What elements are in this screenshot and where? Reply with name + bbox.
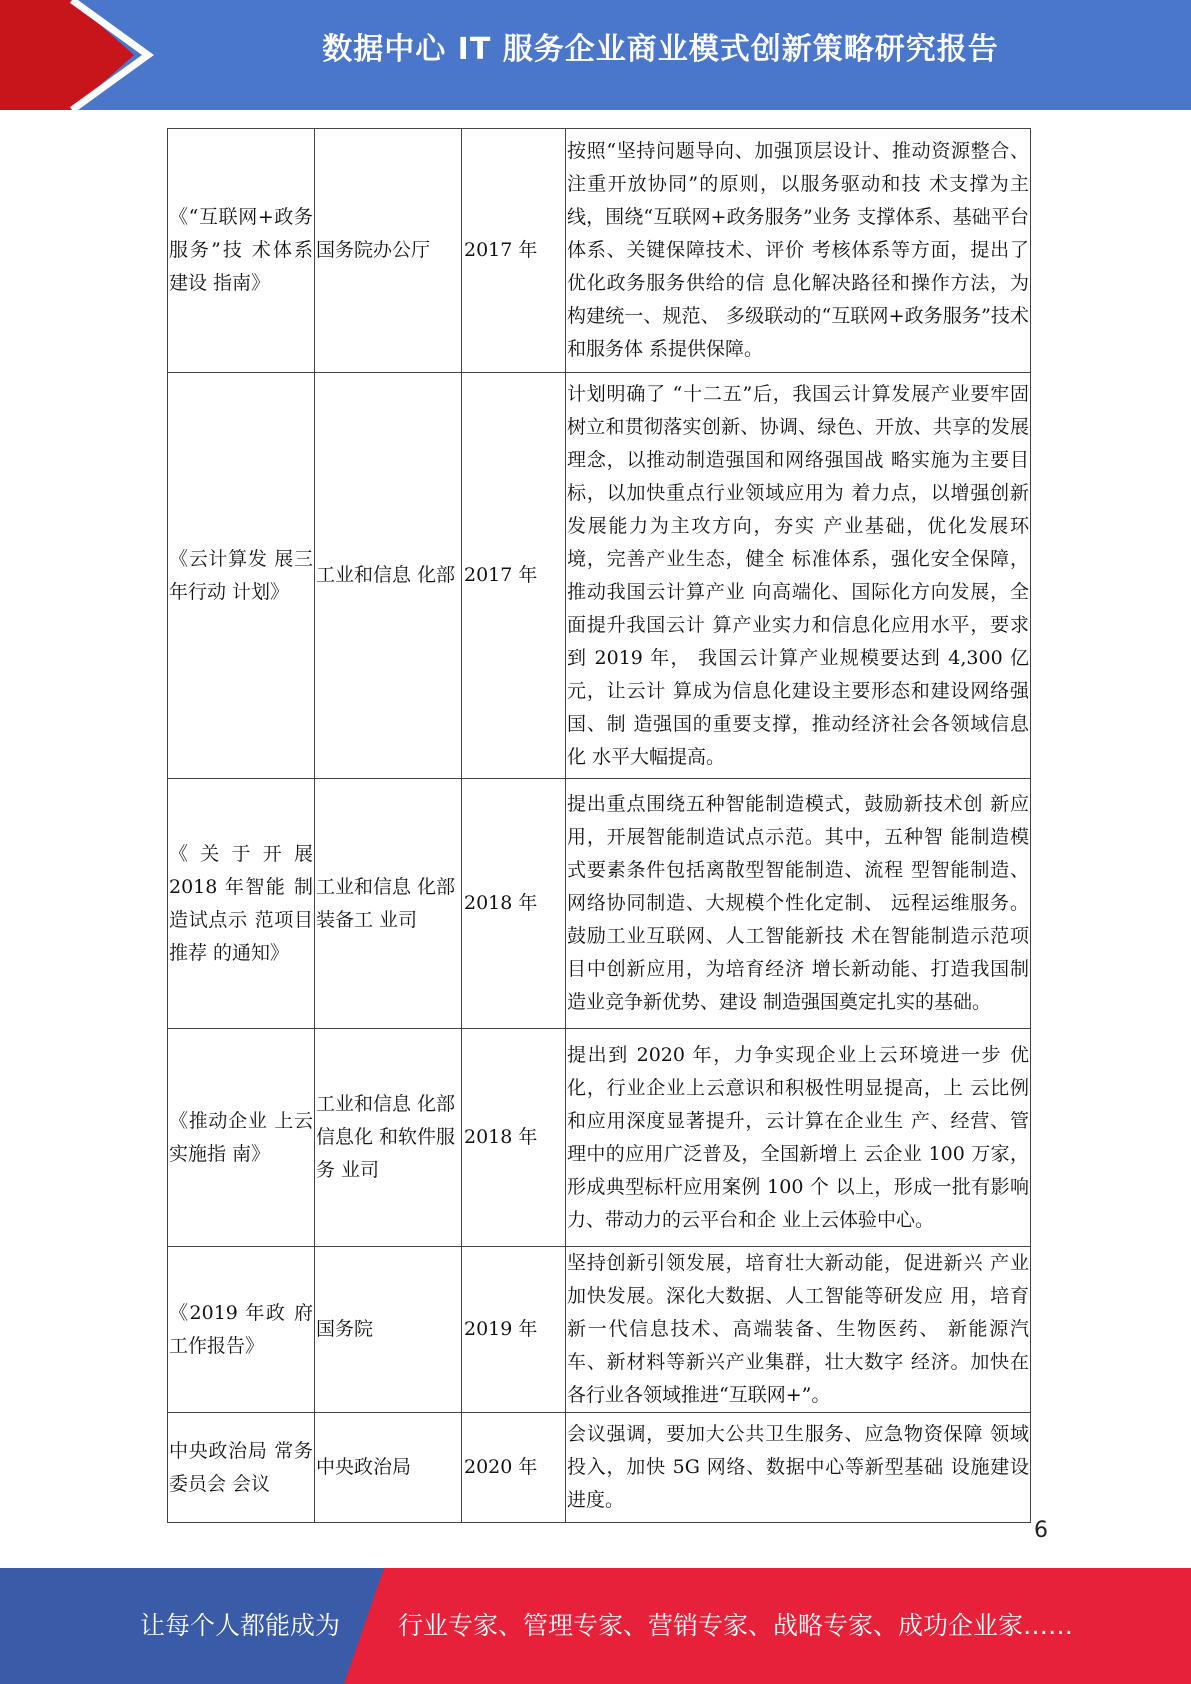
policy-name-cell: 《推动企业 上云实施指 南》	[168, 1029, 315, 1247]
year-cell: 2017 年	[462, 373, 566, 779]
policy-name-cell: 《云计算发 展三年行动 计划》	[168, 373, 315, 779]
year-cell: 2017 年	[462, 129, 566, 373]
year-cell: 2018 年	[462, 1029, 566, 1247]
page-header	[0, 0, 1191, 110]
year-cell: 2019 年	[462, 1247, 566, 1413]
table-row	[168, 1029, 1031, 1247]
policy-name-cell: 中央政治局 常务委员会 会议	[168, 1413, 315, 1523]
issuer-cell: 国务院办公厅	[315, 129, 462, 373]
content-cell: 计划明确了 “十二五”后，我国云计算发展产业要牢固树立和贯彻落实创新、协调、绿色、开放、共享的发展理念，以推动制造强国和网络强国战 略实施为主要目标，以加快重点行业领域应用为 着力点，以增强创新发展能力为主攻方向，夯实 产业基础，优化发展环境，完善产业生态，健全 标准体系，强化安全保障，推动我国云计算产业 向高端化、国际化方向发展，全面提升我国云计 算产业实力和信息化应用水平，要求到 2019 年， 我国云计算产业规模要达到 4,300 亿元，让云计 算成为信息化建设主要形态和建设网络强国、制 造强国的重要支撑，推动经济社会各领域信息化 水平大幅提高。	[566, 373, 1031, 779]
year-cell: 2020 年	[462, 1413, 566, 1523]
policy-name-cell: 《“互联网+政务服务”技 术体系建设 指南》	[168, 129, 315, 373]
issuer-cell: 工业和信息 化部	[315, 373, 462, 779]
policy-name-cell: 《关于开展 2018 年智能 制造试点示 范项目推荐 的通知》	[168, 779, 315, 1029]
page-footer	[0, 1568, 1191, 1684]
footer-slogan-right: 行业专家、管理专家、营销专家、战略专家、成功企业家……	[398, 1611, 1074, 1640]
issuer-cell: 国务院	[315, 1247, 462, 1413]
issuer-cell: 中央政治局	[315, 1413, 462, 1523]
issuer-cell: 工业和信息 化部信息化 和软件服务 业司	[315, 1029, 462, 1247]
table-row	[168, 779, 1031, 1029]
content-cell: 提出到 2020 年，力争实现企业上云环境进一步 优化，行业企业上云意识和积极性明显提高，上 云比例和应用深度显著提升，云计算在企业生 产、经营、管理中的应用广泛普及，全国新增上 云企业 100 万家，形成典型标杆应用案例 100 个 以上，形成一批有影响力、带动力的云平台和企 业上云体验中心。	[566, 1029, 1031, 1247]
report-title: 数据中心 IT 服务企业商业模式创新策略研究报告	[322, 32, 999, 67]
table-row	[168, 373, 1031, 779]
content-cell: 会议强调，要加大公共卫生服务、应急物资保障 领域投入，加快 5G 网络、数据中心等新型基础 设施建设进度。	[566, 1413, 1031, 1523]
table-row	[168, 1247, 1031, 1413]
content-cell: 提出重点围绕五种智能制造模式，鼓励新技术创 新应用，开展智能制造试点示范。其中，五种智 能制造模式要素条件包括离散型智能制造、流程 型智能制造、网络协同制造、大规模个性化定制、 远程运维服务。鼓励工业互联网、人工智能新技 术在智能制造示范项目中创新应用，为培育经济 增长新动能、打造我国制造业竞争新优势、建设 制造强国奠定扎实的基础。	[566, 779, 1031, 1029]
table-row	[168, 129, 1031, 373]
issuer-cell: 工业和信息 化部装备工 业司	[315, 779, 462, 1029]
table-row	[168, 1413, 1031, 1523]
year-cell: 2018 年	[462, 779, 566, 1029]
policy-name-cell: 《2019 年政 府工作报告》	[168, 1247, 315, 1413]
content-cell: 坚持创新引领发展，培育壮大新动能，促进新兴 产业加快发展。深化大数据、人工智能等研发应 用，培育新一代信息技术、高端装备、生物医药、 新能源汽车、新材料等新兴产业集群，壮大数字 经济。加快在各行业各领域推进“互联网+”。	[566, 1247, 1031, 1413]
footer-slogan-left: 让每个人都能成为	[140, 1611, 341, 1640]
content-cell: 按照“坚持问题导向、加强顶层设计、推动资源整合、注重开放协同”的原则，以服务驱动和技 术支撑为主线，围绕“互联网+政务服务”业务 支撑体系、基础平台体系、关键保障技术、评价 考核体系等方面，提出了优化政务服务供给的信 息化解决路径和操作方法，为构建统一、规范、 多级联动的“互联网+政务服务”技术和服务体 系提供保障。	[566, 129, 1031, 373]
page-number: 6	[1034, 1518, 1048, 1543]
policy-table	[167, 128, 1029, 1511]
